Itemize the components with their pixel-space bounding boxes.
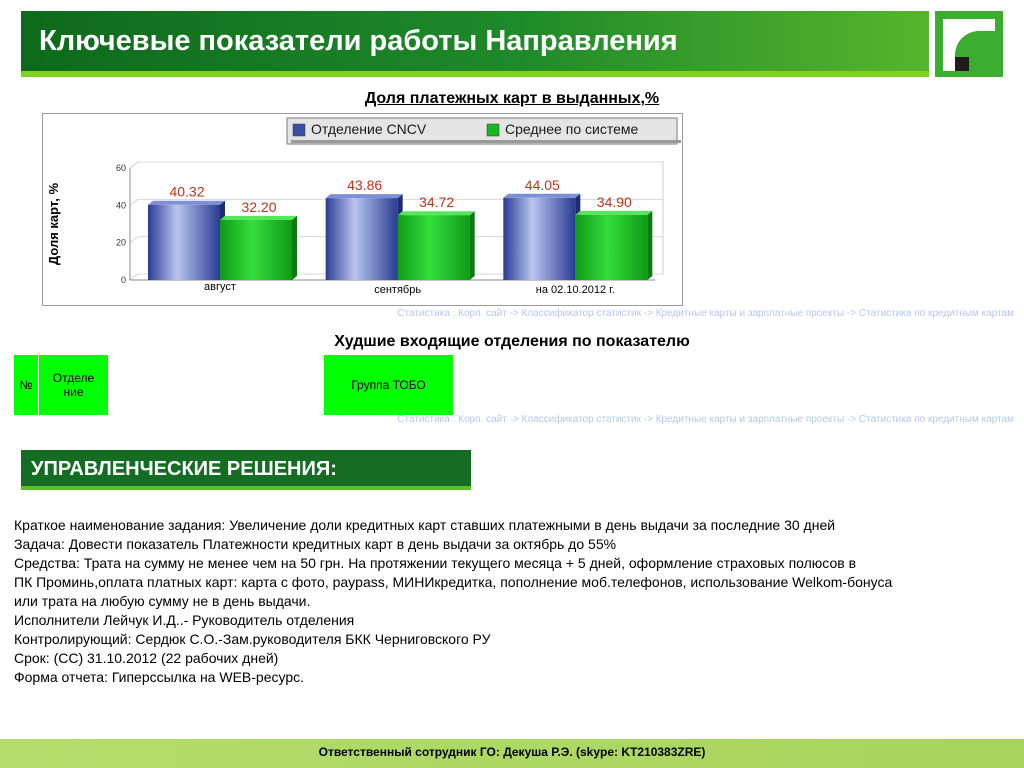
decision-line: Исполнители Лейчук И.Д..- Руководитель отделения	[14, 612, 355, 628]
column-number-header: №	[14, 355, 38, 415]
legend-entry: Среднее по системе	[505, 121, 639, 137]
decision-line: Средства: Трата на сумму не менее чем на 50 грн. На протяжении текущего месяца + 5 дней, оформление страховых полюсов в	[14, 555, 857, 571]
column-branch-header	[39, 355, 108, 415]
legend-swatch-average	[487, 124, 499, 136]
bar-system-average	[575, 215, 647, 280]
footer-text: Ответственный сотрудник ГО: Декуша Р.Э. (skype: KT210383ZRE)	[318, 745, 706, 759]
y-tick-label: 20	[115, 237, 126, 248]
bar-branch	[148, 205, 220, 280]
x-category-label: сентябрь	[374, 284, 422, 296]
decisions-body	[14, 516, 1014, 687]
legend-shadow	[291, 140, 681, 143]
statistics-link-chart[interactable]: Статистика : Корп. сайт -> Классификатор статистик -> Кредитные карты и зарплатные проекты -> Статистика по кредитным картам	[397, 308, 1014, 319]
decisions-bar	[21, 450, 471, 490]
y-tick-label: 40	[115, 200, 126, 211]
bar-value-label: 34.72	[419, 194, 455, 211]
bar-side	[470, 211, 475, 280]
bar-value-label: 32.20	[241, 198, 277, 215]
bank-logo-icon	[935, 11, 1003, 77]
decision-line: Срок: (СС) 31.10.2012 (22 рабочих дней)	[14, 650, 279, 666]
column-branch-label: Отделение	[52, 371, 95, 399]
bar-branch	[326, 198, 398, 280]
title-bar	[21, 11, 929, 77]
y-tick-label: 0	[120, 275, 126, 285]
decisions-title: УПРАВЛЕНЧЕСКИЕ РЕШЕНИЯ:	[31, 458, 337, 480]
footer-bar	[0, 739, 1024, 768]
bar-value-label: 34.90	[596, 193, 632, 210]
x-category-label: на 02.10.2012 г.	[535, 284, 615, 296]
bar-top	[148, 201, 225, 205]
bar-value-label: 43.86	[347, 177, 383, 194]
y-axis-label: Доля карт, %	[46, 182, 61, 266]
chart-frame	[42, 113, 683, 306]
worst-branches-title: Худшие входящие отделения по показателю	[334, 333, 690, 350]
decision-line: Форма отчета: Гиперссылка на WEB-ресурс.	[14, 669, 305, 685]
bar-branch	[503, 198, 575, 280]
statistics-link-branches[interactable]: Статистика : Корп. сайт -> Классификатор статистик -> Кредитные карты и зарплатные проекты -> Статистика по кредитным картам	[397, 414, 1014, 425]
y-tick-label: 60	[115, 163, 126, 173]
bar-system-average	[398, 215, 470, 280]
bar-value-label: 40.32	[169, 183, 205, 200]
chart-title: Доля платежных карт в выданных,%	[364, 90, 660, 107]
bar-side	[292, 216, 297, 280]
legend-entry: Отделение CNCV	[311, 121, 427, 137]
bar-top	[220, 216, 297, 220]
bar-top	[503, 194, 580, 198]
bar-value-label: 44.05	[524, 176, 560, 193]
bar-system-average	[220, 220, 292, 280]
decision-line: Краткое наименование задания: Увеличение доли кредитных карт ставших платежными в день выдачи за последние 30 дней	[14, 517, 836, 533]
title-accent-stripe	[21, 71, 929, 77]
decision-line: Задача: Довести показатель Платежности кредитных карт в день выдачи за октябрь до 55%	[14, 536, 617, 552]
decision-line: Контролирующий: Сердюк С.О.-Зам.руководителя БКК Черниговского РУ	[14, 631, 491, 647]
bar-top	[575, 211, 652, 215]
legend-swatch-branch	[293, 124, 305, 136]
decision-line: ПК Проминь,оплата платных карт: карта с фото, paypass, МИНИкредитка, пополнение моб.телефонов, использование Welkom-бонуса	[14, 574, 893, 590]
page-title: Ключевые показатели работы Направления	[39, 25, 678, 57]
decision-line: или трата на любую сумму не в день выдачи.	[14, 593, 311, 609]
bar-side	[647, 211, 652, 280]
column-group-header: Группа ТОБО	[324, 355, 453, 415]
bar-top	[326, 194, 403, 198]
bar-top	[398, 211, 475, 215]
bar-chart	[43, 114, 684, 307]
x-category-label: август	[204, 281, 236, 293]
